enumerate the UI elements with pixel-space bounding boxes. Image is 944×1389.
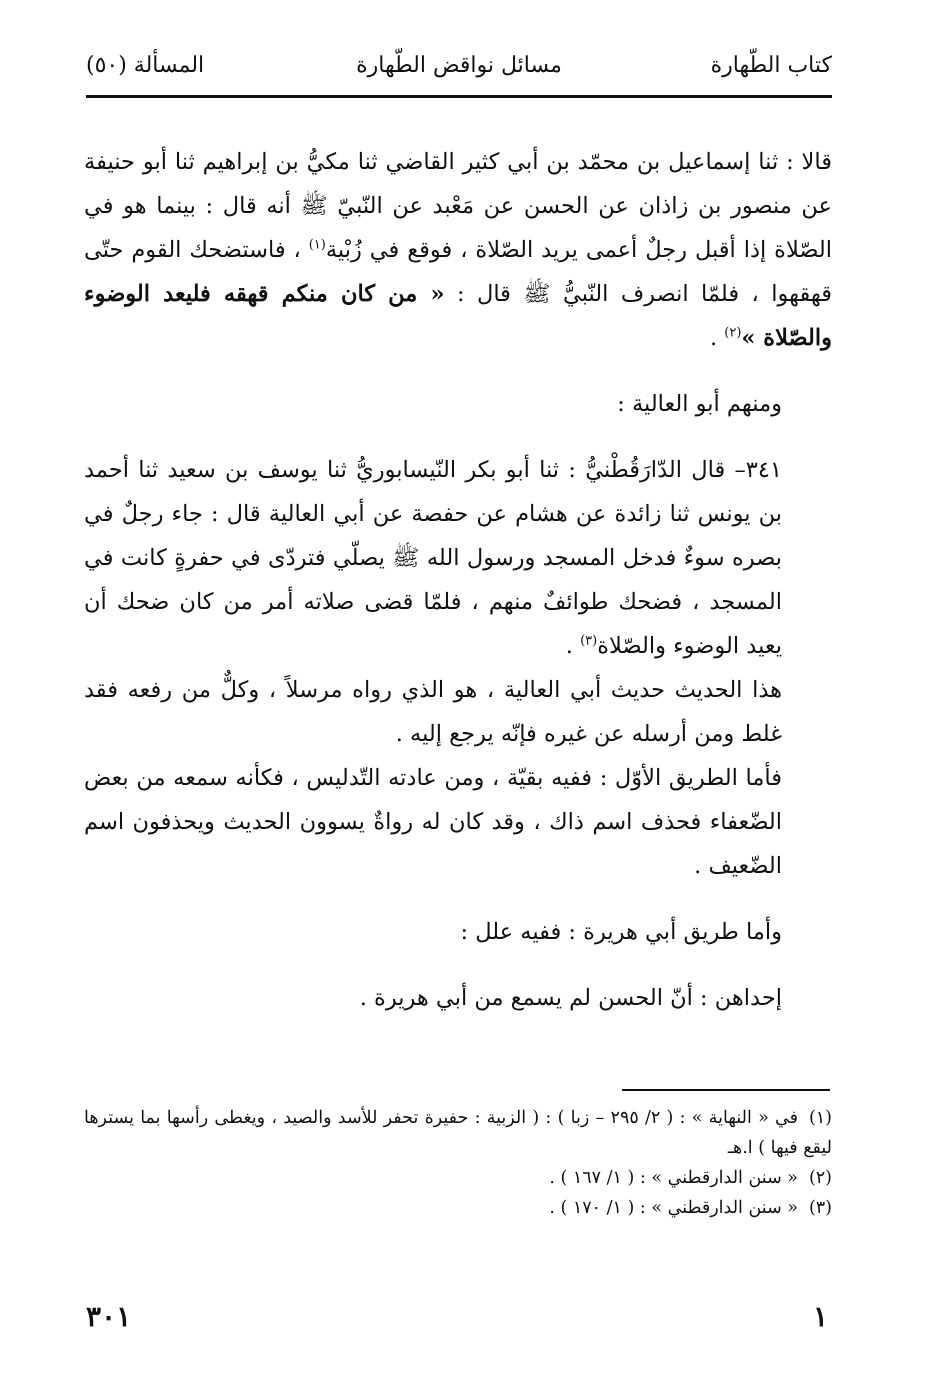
header-book-title: كتاب الطّهارة [710,53,832,78]
main-text [84,140,832,1020]
footnotes [84,1103,832,1223]
paragraph-1 [84,140,832,360]
signature-mark: ١ [812,1300,828,1333]
header-issue-number: المسألة (٥٠) [86,53,205,78]
footnote-1-number: (١) [808,1108,832,1128]
footnote-2 [84,1163,832,1193]
footnote-ref-3[interactable]: (٣) [580,633,598,649]
paragraph-1-text: قالا : ثنا إسماعيل بن محمّد بن أبي كثير القاضي ثنا مكيُّ بن إبراهيم ثنا أبو حنيفة عن منصور بن زاذان عن الحسن عن مَعْبد عن النّبيّ ﷺ أنه قال : بينما هو في الصّلاة إذا أقبل رجلٌ أعمى يريد الصّلاة ، فوقع في زُبْية [84,149,832,263]
paragraph-3-end: . [565,633,581,659]
footnote-1-text: في « النهاية » : ( ٢/ ٢٩٥ – زبا ) : ( الزبية : حفيرة تحفر للأسد والصيد ، ويغطى رأسها بما يسترها ليقع فيها ) ا.هـ [84,1108,832,1158]
paragraph-4: هذا الحديث حديث أبي العالية ، هو الذي رواه مرسلاً ، وكلٌّ من رفعه فقد غلط ومن أرسله عن غيره فإنّه يرجع إليه . [84,677,782,747]
footnote-ref-1[interactable]: (١) [308,237,326,253]
paragraph-3-text: ٣٤١– قال الدّارَقُطْنيُّ : ثنا أبو بكر النّيسابوريُّ ثنا يوسف بن سعيد ثنا أحمد بن يونس ثنا زائدة عن هشام عن حفصة عن أبي العالية قال : جاء رجلٌ في بصره سوءٌ فدخل المسجد ورسول الله ﷺ يصلّي فتردّى في حفرةٍ كانت في المسجد ، فضحك طوائفٌ منهم ، فلمّا قضى صلاته أمر من كان ضحك أن يعيد الوضوء والصّلاة [84,457,782,659]
paragraph-1-end: . [709,325,725,351]
footnote-1 [84,1103,832,1163]
running-header [86,46,832,86]
footnote-ref-2[interactable]: (٢) [724,325,742,341]
header-chapter-title: مسائل نواقض الطّهارة [356,53,562,78]
footnote-3-text: « سنن الدارقطني » : ( ١/ ١٧٠ ) . [549,1198,798,1218]
footnote-divider [622,1089,830,1091]
paragraph-2: ومنهم أبو العالية : [617,391,782,417]
footnote-2-text: « سنن الدارقطني » : ( ١/ ١٦٧ ) . [549,1168,798,1188]
footnote-3 [84,1193,832,1223]
paragraph-7: إحداهن : أنّ الحسن لم يسمع من أبي هريرة . [359,985,782,1011]
paragraph-3 [84,448,832,668]
footnote-2-number: (٢) [808,1168,832,1188]
paragraph-6: وأما طريق أبي هريرة : ففيه علل : [460,919,782,945]
footnote-3-number: (٣) [808,1198,832,1218]
hadith-quote: « من كان منكم قهقه فليعد الوضوء والصّلاة » [84,281,832,351]
paragraph-1-text-cont: ، فاستضحك القوم حتّى قهقهوا ، فلمّا انصرف النّبيُّ ﷺ قال : [84,237,832,307]
page-number: ٣٠١ [86,1300,132,1333]
paragraph-5: فأما الطريق الأوّل : ففيه بقيّة ، ومن عادته التّدليس ، فكأنه سمعه من بعض الضّعفاء فحذف اسم ذاك ، وقد كان له رواةٌ يسوون الحديث ويحذفون اسم الضّعيف . [84,765,782,879]
header-divider [86,95,832,98]
